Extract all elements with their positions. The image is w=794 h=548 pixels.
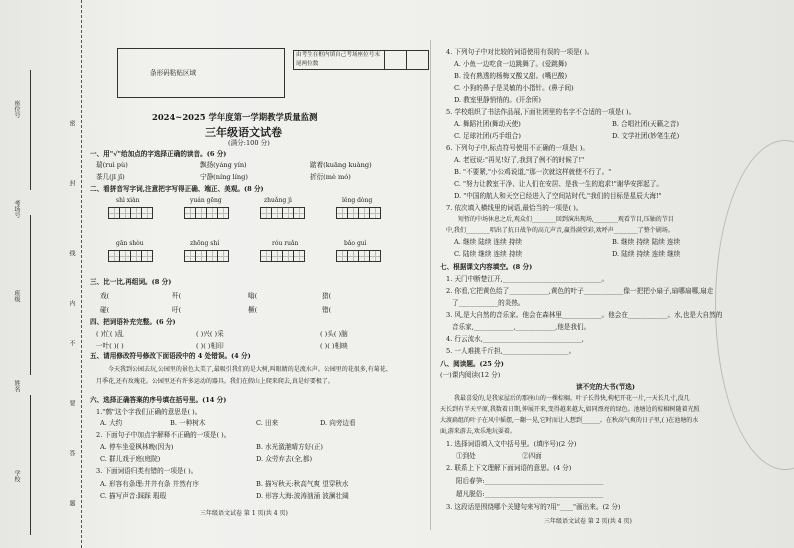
compare-char[interactable]: 歼(	[172, 292, 182, 300]
page-footer-left: 三年级语文试卷 第 1 页(共 4 页)	[200, 510, 288, 517]
option[interactable]: D. "中国的航人和天空已经进入了空间站时代,"我们的目标是星辰大海!"	[454, 192, 662, 200]
option[interactable]: ②四面	[522, 452, 542, 460]
pinyin-item[interactable]: 踮着(kuāng kuàng)	[310, 161, 372, 169]
seal-char: 要	[68, 400, 75, 406]
fill-blank[interactable]: 3. 风,是大自然的音乐家。他会在森林里____________。他会在____________。水,也是大自然的	[446, 311, 723, 319]
writing-grid[interactable]	[108, 250, 152, 262]
section-2-heading: 二、看拼音写字词,注意把字写得正确、端正、美观。(8 分)	[90, 185, 264, 193]
idiom-item[interactable]: ( )( )相印	[196, 342, 224, 350]
question-stem: 3. 下面词语归类有错的一项是( )。	[96, 467, 198, 475]
option[interactable]: A. 停车坐爱枫林晚(因为)	[100, 443, 174, 451]
page-divider	[430, 40, 431, 530]
question-stem: 5. 学校组织了书法作品展,下面社团里的名字不合适的一项是( )。	[446, 108, 636, 116]
section-4-heading: 四、把词语补充完整。(6 分)	[90, 318, 176, 326]
idiom-item[interactable]: ( )兴( )采	[196, 330, 224, 338]
option[interactable]: C. 田来	[256, 419, 279, 427]
seat-instruction: 由考生在框内填自己考场座位号末尾两位数	[296, 52, 380, 67]
binding-gutter	[0, 0, 82, 548]
pinyin-prompt: zhōng shí	[190, 240, 220, 247]
gutter-label-name: 姓名	[13, 380, 20, 392]
pinyin-prompt: yuán gēng	[190, 197, 222, 204]
section-8-subheading: (一)课内阅读(12 分)	[440, 371, 501, 379]
reading-line: 面,游来游去,欢乐地玩耍着。	[440, 428, 516, 435]
writing-grid[interactable]	[260, 250, 304, 262]
seat-number-box[interactable]	[293, 50, 429, 70]
question-stem: 6. 下列句子中,标点符号使用不正确的一项是( )。	[446, 144, 590, 152]
option[interactable]: D. 陆续 持续 连续 继续	[612, 250, 681, 258]
fill-blank[interactable]: 阳后春笋:____________________________________	[456, 477, 604, 485]
option[interactable]: A. 大约	[100, 419, 123, 427]
option[interactable]: B. "不要紧,"小公鸡说道,"那一次就这样就使不行了。"	[454, 168, 612, 176]
question-stem: 4. 下列句子中对比较的词语使用有误的一项是( )。	[446, 48, 594, 56]
section-5-heading: 五、请用修改符号修改下面语段中的 4 处错误。(4 分)	[90, 352, 251, 360]
option[interactable]: C. 足球社团(巧手组合)	[454, 132, 521, 140]
writing-grid[interactable]	[260, 207, 304, 219]
idiom-item[interactable]: ( )( )相映	[320, 342, 348, 350]
pinyin-prompt: lěng dòng	[342, 197, 373, 204]
option[interactable]: C. "努力让教室干净、让人们在安居、是我一生的追求!"谢华安挥起了。	[454, 180, 663, 188]
question-stem: 3. 这段话是围绕哪个关键句来写的?用"____"画出来。(2 分)	[446, 503, 621, 511]
pinyin-item[interactable]: 飘扬(yáng yín)	[200, 161, 247, 169]
compare-char[interactable]: 嗡(	[248, 292, 258, 300]
question-stem: 2. 联系上下文理解下面词语的意思。(4 分)	[446, 464, 572, 472]
question-passage: 短暂的中场休息之后,观众们________回到演出现场,________观看节目,压轴的节目	[458, 216, 674, 223]
option[interactable]: B. 继续 持续 陆续 连续	[612, 238, 681, 246]
gutter-line	[30, 70, 31, 190]
writing-grid[interactable]	[184, 207, 228, 219]
pinyin-prompt: bǎo guì	[344, 240, 367, 247]
question-stem: 1."鹩"这个字我们正确的意思是( )。	[96, 408, 202, 416]
pinyin-prompt: zhuǎng jì	[264, 197, 292, 204]
section-6-heading: 六、选择正确答案的序号填在括号里。(14 分)	[90, 396, 227, 404]
writing-grid[interactable]	[108, 207, 152, 219]
fill-blank[interactable]: 音乐家,____________,____________,他是我们。	[452, 323, 591, 331]
compare-char[interactable]: 猎(	[322, 292, 332, 300]
gutter-label-class: 班级	[13, 290, 20, 302]
decorative-swirl	[715, 140, 794, 470]
option[interactable]: D. 形容大海:波涛汹涌 波澜壮阔	[256, 492, 349, 500]
edit-paragraph: 今天我到公园去玩,公园里的景色太美了,最吸引我们的是大树,叫眼睛的是流水声。公园里的花很多,有菊花、	[108, 366, 392, 373]
reading-title: 读不完的大书(节选)	[576, 383, 635, 391]
option[interactable]: B. 描写秋天:秋高气爽 望穿秋水	[256, 480, 349, 488]
pinyin-prompt: róu ruǎn	[272, 240, 299, 247]
gutter-label-room: 考场号	[13, 200, 20, 218]
option[interactable]: B. 一种树木	[170, 419, 206, 427]
option[interactable]: B. 合唱社团(天籁之音)	[612, 120, 679, 128]
pinyin-item[interactable]: 瑞(ruì pù)	[96, 161, 128, 169]
reading-line: 天长到有半天平原,我数着日期,伸展开来,变得越来越大,如同漂亮的绿色。池塘边的棕榈树随着光照	[440, 406, 700, 413]
exam-year-title: 2024~2025 学年度第一学期教学质量监测	[152, 112, 318, 122]
pinyin-prompt: shì xiàn	[116, 197, 140, 204]
section-8-heading: 八、阅读题。(25 分)	[440, 360, 504, 368]
seal-char: 不	[68, 340, 75, 346]
question-stem: 1. 选择词语填入文中括号里。(填序号)(2 分)	[446, 440, 577, 448]
section-3-heading: 三、比一比,再组词。(8 分)	[90, 278, 172, 286]
edit-paragraph: 月季花,还有玫瑰花。公园里还有许多运动的器具。我们在假山上爬来爬去,真是好要极了。	[96, 378, 334, 385]
section-7-heading: 七、根据课文内容填空。(8 分)	[440, 263, 533, 271]
pinyin-item[interactable]: 宁静(níng líng)	[200, 173, 248, 181]
option[interactable]: D. 文学社团(妙笔生花)	[612, 132, 680, 140]
compare-char[interactable]: 吁(	[172, 306, 182, 314]
option[interactable]: C. 小狗的鼻子是灵敏的小指针。(鼻子间)	[454, 84, 574, 92]
pinyin-prompt: gān shòu	[116, 240, 144, 247]
reading-line: 我最喜爱的,是我家屋后的那座山的一棵棕榈。叶子长得快,枸杞开花一片,一天长几寸,没几	[454, 395, 690, 402]
reading-line: 大渡扁组的叶子在风中摇摆,一翻一晃,它时而让人想到______。在秋高气爽的日子里,( )在池塘的水	[440, 417, 699, 424]
seal-char: 封	[68, 180, 75, 186]
seal-char: 密	[68, 120, 75, 126]
seal-char: 线	[68, 250, 75, 256]
idiom-item[interactable]: 一叶( )( )	[96, 342, 124, 350]
writing-grid[interactable]	[336, 250, 380, 262]
option[interactable]: ①到处	[456, 452, 476, 460]
writing-grid[interactable]	[184, 250, 228, 262]
option[interactable]: D. 教室里静悄悄的。(开余所)	[454, 96, 541, 104]
fill-blank[interactable]: 2. 你看,它把黄色给了____________,黄色的叶子____________像一把把小扇子,扇哪扇哪,扇走	[446, 287, 714, 295]
section-1-heading: 一、用"√"给加点的字选择正确的读音。(6 分)	[90, 150, 227, 158]
fill-blank[interactable]: 了____________的炎热。	[452, 299, 525, 307]
fill-blank[interactable]: 1. 天门中断楚江开,______________________________。	[446, 275, 609, 283]
option[interactable]: B. 水光潋滟晴方好(正)	[256, 443, 323, 451]
option[interactable]: C. 陆续 继续 连续 持续	[454, 250, 523, 258]
writing-grid[interactable]	[336, 207, 380, 219]
pinyin-item[interactable]: 茶几(jī jǐ)	[96, 173, 125, 181]
fill-blank[interactable]: 超凡脱俗:____________________________________	[456, 490, 604, 498]
option[interactable]: D. 向旁边看	[320, 419, 356, 427]
option[interactable]: A. 小鱼一边吃食一边跳舞了。(爱跳舞)	[454, 60, 568, 68]
compare-char[interactable]: 碰(	[100, 306, 110, 314]
option[interactable]: A. 舞蹈社团(舞动天使)	[454, 120, 521, 128]
gutter-label-seat: 座位号	[13, 100, 20, 118]
option[interactable]: C. 描写声音:踩踩 瑕瑕	[100, 492, 167, 500]
compare-char[interactable]: 戏(	[100, 292, 110, 300]
page-footer-right: 三年级语文试卷 第 2 页(共 4 页)	[544, 518, 632, 525]
option[interactable]: B. 没有熟透的杨梅又酸又甜。(嘴巴酸)	[454, 72, 568, 80]
idiom-item[interactable]: ( )忙( )乱	[96, 330, 124, 338]
option[interactable]: A. 老冠说:"再见!好了,我到了例不的时候了!"	[454, 156, 585, 164]
option[interactable]: D. 众劳弃去(全,都)	[256, 455, 313, 463]
barcode-area	[117, 48, 285, 98]
fill-blank[interactable]: 5. 一人难挑千斤担,____________________。	[446, 347, 576, 355]
pinyin-item[interactable]: 折衍(mè mó)	[310, 173, 351, 181]
seal-char: 题	[68, 500, 75, 506]
question-stem: 2. 下面句子中加点字解释不正确的一项是( )。	[96, 431, 231, 439]
option[interactable]: A. 继续 陆续 连续 持续	[454, 238, 522, 246]
score-total: (满分:100 分)	[228, 139, 270, 147]
question-passage: 中,我们________唱出了抗日战争的高亢声音,赢得满堂彩,欢呼声________了整个剧场。	[446, 227, 674, 234]
gutter-line	[30, 395, 31, 535]
barcode-label: 条形码粘贴区域	[150, 69, 197, 77]
gutter-label-school: 学校	[13, 470, 20, 482]
compare-char[interactable]: 橛(	[248, 306, 258, 314]
seal-char: 内	[68, 300, 75, 306]
compare-char[interactable]: 错(	[322, 306, 332, 314]
option[interactable]: C. 群儿戏于庭(庭院)	[100, 455, 161, 463]
option[interactable]: A. 形容有条理:井井有条 井然有序	[100, 480, 199, 488]
question-stem: 7. 依次填入横线里的词语,最恰当的一项是( )。	[446, 204, 583, 212]
idiom-item[interactable]: ( )头( )脑	[320, 330, 348, 338]
exam-title: 三年级语文试卷	[205, 126, 282, 139]
seat-cells[interactable]	[384, 51, 428, 69]
gutter-line	[30, 215, 31, 375]
seal-char: 答	[68, 450, 75, 456]
fill-blank[interactable]: 4. 行云流水,______________________________,	[446, 335, 584, 343]
